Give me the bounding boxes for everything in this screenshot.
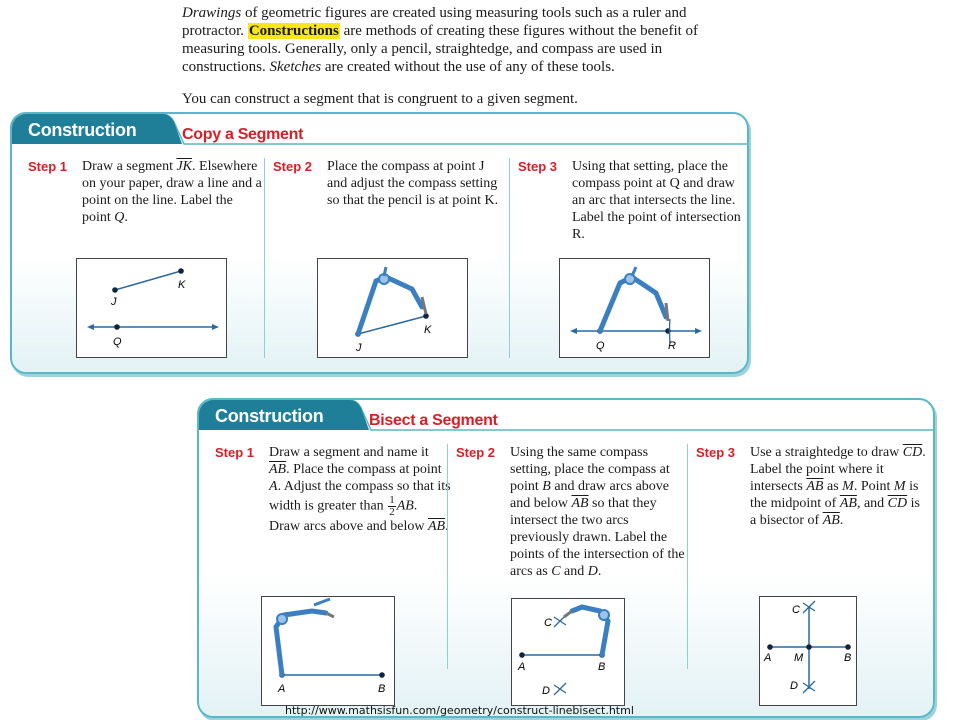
label-q: Q (596, 340, 605, 352)
text-part: so that they intersect the two arcs previously drawn. Label the points of the intersection of the arcs as (510, 496, 685, 579)
intro-text (182, 4, 742, 108)
label-a: A (764, 652, 772, 664)
text-part: . (839, 513, 844, 528)
text-part: Draw a segment and name it (269, 445, 429, 460)
label-j: J (111, 296, 117, 308)
point-a-dot (767, 644, 773, 650)
construction-panel-copy-segment (10, 112, 749, 374)
arrow-left-icon (87, 324, 94, 330)
fraction-denominator: 2 (389, 506, 395, 518)
label-j: J (356, 342, 362, 354)
panel-title: Copy a Segment (182, 126, 304, 143)
point-m-dot (806, 644, 812, 650)
point-b: B (542, 479, 551, 494)
step-label: Step 1 (28, 159, 68, 174)
segment-ab: $\overline{AB}$ (571, 496, 589, 511)
step-text (269, 444, 451, 535)
term-drawings: Drawings (182, 5, 242, 21)
step-label: Step 2 (456, 445, 496, 460)
figure-segment-and-line (76, 258, 227, 358)
text-part: Use a straightedge to draw (750, 445, 903, 460)
fraction-numerator: 1 (389, 494, 395, 506)
intro-paragraph-2: You can construct a segment that is congruent to a given segment. (182, 91, 578, 107)
segment-jk: $\overline{JK}$ (176, 159, 193, 174)
step-label: Step 1 (215, 445, 255, 460)
arc-intersection-d (554, 683, 566, 695)
text-part: and draw arcs above and below (510, 479, 670, 511)
arrow-right-icon (212, 324, 219, 330)
panel-title: Bisect a Segment (369, 412, 498, 429)
intro-text-part: of geometric figures are created using measuring tools such as a ruler and protractor. (182, 5, 687, 39)
term-constructions-highlight: Constructions (248, 23, 339, 39)
compass-icon (276, 599, 334, 675)
point-b-dot (379, 672, 385, 678)
point-c: C (551, 564, 561, 579)
step-label: Step 2 (273, 159, 313, 174)
panel-header (12, 114, 747, 152)
point-k-dot (178, 268, 184, 274)
label-d: D (542, 685, 550, 697)
label-a: A (518, 661, 526, 673)
label-c: C (792, 604, 800, 616)
text-part: . Elsewhere on your paper, draw a line and a point on the line. Label the point (82, 159, 262, 225)
construction-tab-label: Construction (215, 406, 324, 426)
compass-icon (564, 607, 609, 655)
label-m: M (794, 652, 804, 664)
text-part: and (560, 564, 588, 579)
segment-ab: $\overline{AB}$ (822, 513, 840, 528)
text-part: . Place the compass at point (286, 462, 442, 477)
label-k: K (178, 279, 186, 291)
point-a: A (269, 479, 278, 494)
intro-text-part: are created without the use of any of these tools. (321, 59, 615, 75)
text-part: . (445, 519, 449, 534)
intro-paragraph (182, 4, 742, 76)
label-b: B (844, 652, 852, 664)
figure-compass-on-jk (317, 258, 468, 358)
source-url: http://www.mathsisfun.com/geometry/construct-linebisect.html (285, 704, 634, 717)
construction-tab-label: Construction (28, 120, 137, 140)
step-label: Step 3 (696, 445, 736, 460)
point-q: Q (114, 210, 125, 225)
figure-bisector-cd (759, 596, 857, 706)
text-part: Draw a segment (82, 159, 177, 174)
step-text (82, 158, 262, 226)
point-d: D (587, 564, 598, 579)
point-j-dot (112, 287, 118, 293)
text-part: . Point (853, 479, 894, 494)
step-label: Step 3 (518, 159, 558, 174)
segment-ab: $\overline{AB}$ (428, 519, 446, 534)
construction-panel-bisect-segment (197, 398, 935, 718)
figure-arc-from-q (559, 258, 710, 358)
segment-ab-plain: AB (396, 498, 414, 514)
segment-ab: $\overline{AB}$ (806, 479, 824, 494)
point-m: M (893, 479, 906, 494)
compass-icon (358, 267, 426, 334)
compass-icon (600, 267, 668, 331)
arrow-left-icon (570, 328, 577, 334)
segment-cd: $\overline{CD}$ (887, 496, 908, 511)
label-q: Q (113, 336, 122, 348)
text-part: . Draw arcs above and below (269, 498, 428, 534)
text-part: . (597, 564, 602, 579)
label-d: D (790, 680, 798, 692)
point-k-dot (423, 313, 429, 319)
arrow-right-icon (695, 328, 702, 334)
label-r: R (668, 340, 676, 352)
intro-text-part: are methods of creating these figures without the benefit of measuring tools. Generally, only a pencil, straightedge, and compass are used in constructions. (182, 23, 699, 75)
label-a: A (278, 683, 286, 695)
segment-ab: $\overline{AB}$ (269, 462, 287, 477)
segment-jk-line (115, 271, 181, 290)
segment-ab: $\overline{AB}$ (839, 496, 857, 511)
step-text (510, 444, 690, 580)
text-part: is the midpoint of (750, 479, 919, 511)
text-part: is a bisector of (750, 496, 920, 528)
point-q-dot (114, 324, 120, 330)
label-b: B (378, 683, 386, 695)
text-part: as (823, 479, 843, 494)
panel-header (199, 400, 933, 438)
segment-jk-line (358, 316, 426, 334)
segment-cd: $\overline{CD}$ (902, 445, 923, 460)
text-part: . Adjust the compass so that its width is greater than (269, 479, 451, 514)
text-part: Using the same compass setting, place the compass at point (510, 445, 670, 494)
label-b: B (598, 661, 606, 673)
point-b-dot (845, 644, 851, 650)
text-part: . Label the point where it intersects (750, 445, 926, 494)
figure-arcs-from-b (511, 598, 625, 706)
text-part: . (124, 210, 128, 225)
label-k: K (424, 324, 432, 336)
step-text (750, 444, 928, 529)
step-text: Using that setting, place the compass point at Q and draw an arc that intersects the line. Label the point of intersection R. (572, 159, 741, 242)
step-text: Place the compass at point J and adjust the compass setting so that the pencil is at point K. (327, 159, 499, 208)
figure-arcs-from-a (261, 596, 395, 706)
point-a-dot (519, 652, 525, 658)
text-part: , and (856, 496, 888, 511)
fraction-one-half (388, 495, 396, 518)
term-sketches: Sketches (269, 59, 322, 75)
label-c: C (544, 617, 552, 629)
point-m: M (842, 479, 854, 494)
